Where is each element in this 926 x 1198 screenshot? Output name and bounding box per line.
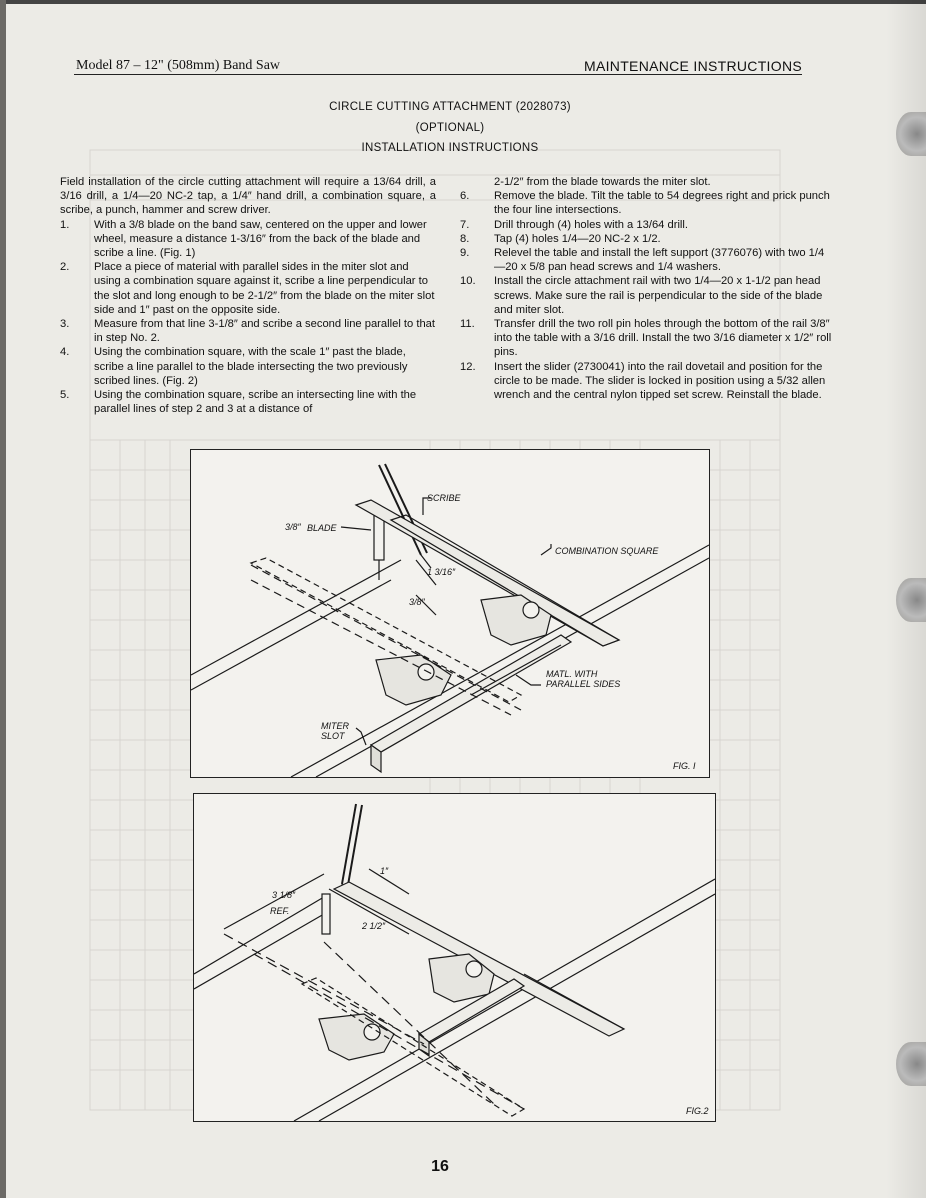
header-model: Model 87 – 12" (508mm) Band Saw bbox=[76, 58, 281, 73]
title-line-3: INSTALLATION INSTRUCTIONS bbox=[361, 142, 539, 154]
step-12 bbox=[460, 360, 833, 403]
step-11 bbox=[460, 317, 833, 360]
label-dim-2-1-2: 2 1/2″ bbox=[362, 921, 386, 931]
figure-2 bbox=[193, 793, 716, 1122]
label-dim-1-3-16: 1 3/16″ bbox=[427, 567, 456, 577]
step-number: 10. bbox=[460, 275, 476, 288]
step-number: 8. bbox=[460, 232, 470, 245]
step-5-continuation: 2-1/2″ from the blade towards the miter slot. bbox=[494, 176, 711, 188]
step-number: 6. bbox=[460, 190, 470, 203]
label-dim-1: 1″ bbox=[380, 866, 389, 876]
step-text: Place a piece of material with parallel sides in the miter slot and using a combination square against it, scribe a line perpendicular to the slot and long enough to be 2-1/2″ from the blade on the miter slot side and 1″ past on the opposite side. bbox=[94, 261, 435, 316]
title-line-2: (OPTIONAL) bbox=[415, 122, 485, 134]
figure-2-caption: FIG.2 bbox=[686, 1106, 709, 1116]
step-text: Tap (4) holes 1/4—20 NC-2 x 1/2. bbox=[494, 232, 661, 245]
step-text: Using the combination square, with the scale 1″ past the blade, scribe a line parallel to the blade intersecting the two previously scribed lines. (Fig. 2) bbox=[94, 346, 408, 387]
step-text: Relevel the table and install the left support (3776076) with two 1/4—20 x 5/8 pan head screws and 1/4 washers. bbox=[494, 247, 825, 274]
figure-1-caption: FIG. I bbox=[673, 761, 696, 771]
label-dim-3-8: 3/8″ bbox=[409, 597, 425, 607]
figure-2-drawing bbox=[194, 794, 715, 1121]
label-blade: BLADE bbox=[307, 523, 337, 533]
step-2 bbox=[60, 260, 436, 317]
step-1 bbox=[60, 218, 436, 261]
step-text: Drill through (4) holes with a 13/64 drill. bbox=[494, 218, 689, 231]
step-6 bbox=[460, 189, 833, 217]
step-text: Measure from that line 3-1/8″ and scribe a second line parallel to that in step No. 2. bbox=[94, 318, 436, 345]
step-text: Insert the slider (2730041) into the rail dovetail and position for the circle to be made. The slider is locked in position using a 5/32 allen wrench and the central nylon tipped set screw. Reinstall the blade. bbox=[494, 360, 826, 402]
label-miter-line-1: MITER bbox=[321, 721, 349, 731]
label-material-line-2: PARALLEL SIDES bbox=[546, 679, 621, 689]
step-number: 1. bbox=[60, 218, 70, 231]
step-number: 2. bbox=[60, 261, 70, 274]
step-10 bbox=[460, 274, 833, 317]
step-number: 11. bbox=[460, 318, 475, 331]
title-line-1: CIRCLE CUTTING ATTACHMENT (2028073) bbox=[329, 101, 571, 113]
step-text: Install the circle attachment rail with two 1/4—20 x 1-1/2 pan head screws. Make sure the rail is perpendicular to the side of the blade and miter slot. bbox=[494, 275, 823, 316]
step-number: 5. bbox=[60, 389, 70, 402]
step-number: 3. bbox=[60, 318, 70, 331]
step-text: With a 3/8 blade on the band saw, centered on the upper and lower wheel, measure a distance 1-3/16″ from the back of the blade and scribe a line. (Fig. 1) bbox=[94, 218, 427, 260]
label-miter-line-2: SLOT bbox=[321, 731, 345, 741]
step-text: Remove the blade. Tilt the table to 54 degrees right and prick punch the four line intersections. bbox=[494, 190, 830, 217]
step-9 bbox=[460, 246, 833, 274]
step-7 bbox=[460, 218, 833, 232]
step-number: 4. bbox=[60, 346, 70, 359]
label-dim-3-1-8: 3 1/8″ bbox=[272, 890, 296, 900]
page-number: 16 bbox=[431, 1158, 449, 1175]
figure-1 bbox=[190, 449, 710, 778]
label-scribe: SCRIBE bbox=[427, 493, 461, 503]
left-column bbox=[60, 175, 436, 416]
step-number: 7. bbox=[460, 218, 470, 231]
label-combination-square: COMBINATION SQUARE bbox=[555, 546, 659, 556]
intro-paragraph: Field installation of the circle cutting attachment will require a 13/64 drill, a 3/16 drill, a 1/4—20 NC-2 tap, a 1/4″ hand drill, a combination square, a scribe, a punch, hammer and screw driver. bbox=[60, 176, 436, 217]
label-ref: REF. bbox=[270, 906, 290, 916]
label-blade-fraction: 3/8″ bbox=[285, 522, 301, 532]
step-text: Using the combination square, scribe an intersecting line with the parallel lines of step 2 and 3 at a distance of bbox=[94, 389, 417, 416]
page-header bbox=[74, 58, 802, 75]
step-3 bbox=[60, 317, 436, 345]
step-8 bbox=[460, 232, 833, 246]
right-column bbox=[460, 175, 833, 402]
header-section: MAINTENANCE INSTRUCTIONS bbox=[584, 58, 802, 74]
step-4 bbox=[60, 345, 436, 388]
label-material-line-1: MATL. WITH bbox=[546, 669, 598, 679]
step-number: 12. bbox=[460, 360, 476, 373]
step-number: 9. bbox=[460, 247, 470, 260]
step-text: Transfer drill the two roll pin holes through the bottom of the rail 3/8″ into the table with a 3/16 drill. Install the two 3/16 diameter x 1/2″ roll pins. bbox=[494, 318, 832, 359]
step-5 bbox=[60, 388, 436, 416]
